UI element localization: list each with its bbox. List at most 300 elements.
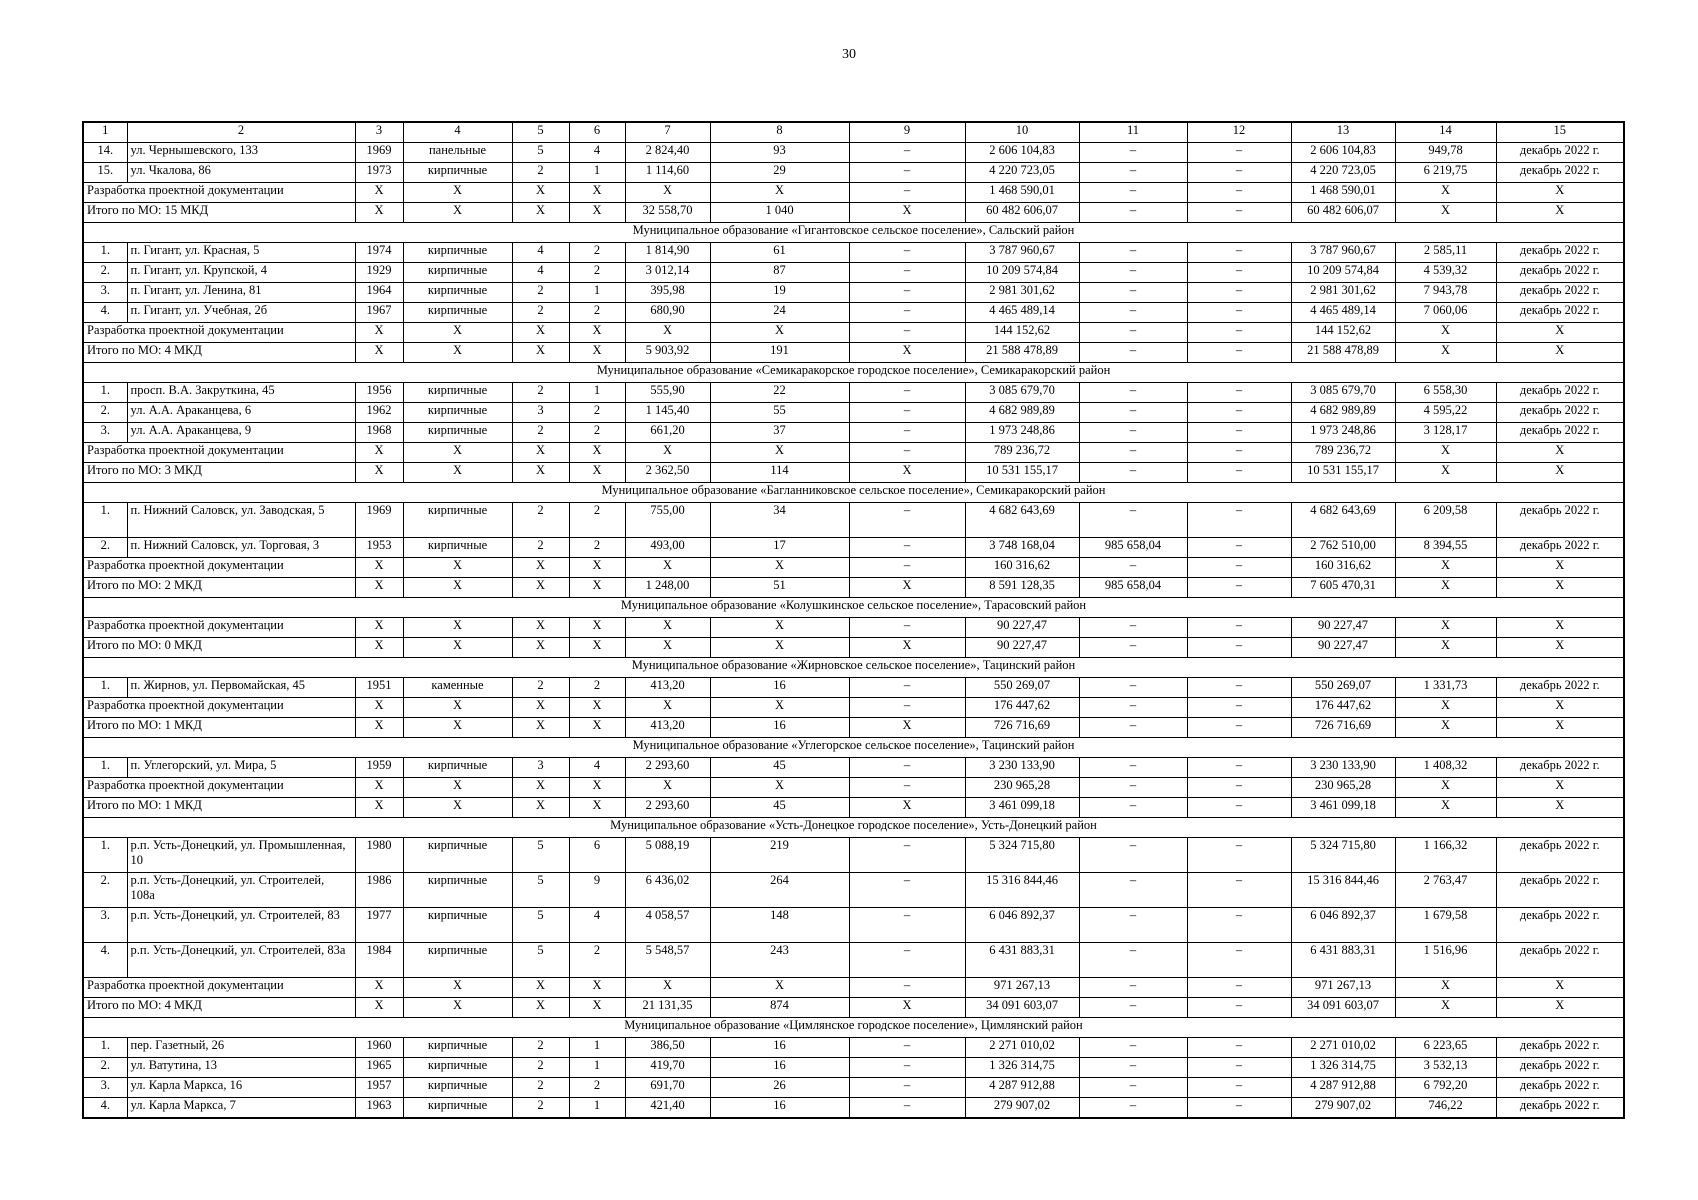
table-cell: 1 114,60 bbox=[625, 163, 710, 183]
table-cell: 90 227,47 bbox=[965, 638, 1079, 658]
table-cell: 3 532,13 bbox=[1395, 1058, 1496, 1078]
section-header-row bbox=[83, 738, 1624, 758]
table-cell: X bbox=[403, 618, 512, 638]
table-row bbox=[83, 403, 1624, 423]
table-cell: – bbox=[1187, 908, 1291, 943]
table-cell: 3 085 679,70 bbox=[1291, 383, 1395, 403]
table-cell: – bbox=[1187, 943, 1291, 978]
table-cell: X bbox=[355, 698, 403, 718]
table-cell: X bbox=[569, 558, 625, 578]
table-cell: – bbox=[1079, 503, 1187, 538]
table-cell: – bbox=[1187, 558, 1291, 578]
table-cell: X bbox=[1496, 778, 1624, 798]
table-cell: 1 326 314,75 bbox=[965, 1058, 1079, 1078]
table-cell: 2 bbox=[512, 678, 569, 698]
table-cell: кирпичные bbox=[403, 383, 512, 403]
table-cell: 3 461 099,18 bbox=[1291, 798, 1395, 818]
table-cell: – bbox=[1187, 323, 1291, 343]
table-cell: 1929 bbox=[355, 263, 403, 283]
table-cell: – bbox=[1079, 1078, 1187, 1098]
table-cell: 1 468 590,01 bbox=[1291, 183, 1395, 203]
summary-row bbox=[83, 343, 1624, 363]
table-cell: – bbox=[1187, 978, 1291, 998]
table-cell: – bbox=[1187, 578, 1291, 598]
column-number-cell: 12 bbox=[1187, 122, 1291, 143]
table-cell: X bbox=[403, 578, 512, 598]
table-cell: 5 088,19 bbox=[625, 838, 710, 873]
table-cell: 2 585,11 bbox=[1395, 243, 1496, 263]
address-cell: пер. Газетный, 26 bbox=[127, 1038, 355, 1058]
table-cell: 87 bbox=[710, 263, 849, 283]
table-cell: X bbox=[1496, 998, 1624, 1018]
address-cell: ул. Ватутина, 13 bbox=[127, 1058, 355, 1078]
table-cell: X bbox=[710, 978, 849, 998]
table-cell: 1962 bbox=[355, 403, 403, 423]
table-cell: – bbox=[1187, 718, 1291, 738]
table-cell: X bbox=[849, 798, 965, 818]
table-cell: – bbox=[1079, 943, 1187, 978]
table-cell: X bbox=[849, 463, 965, 483]
table-cell: X bbox=[1395, 998, 1496, 1018]
table-cell: панельные bbox=[403, 143, 512, 163]
table-cell: 789 236,72 bbox=[1291, 443, 1395, 463]
table-cell: X bbox=[512, 443, 569, 463]
table-cell: 1986 bbox=[355, 873, 403, 908]
row-number: 3. bbox=[83, 1078, 127, 1098]
table-cell: X bbox=[1395, 343, 1496, 363]
table-cell: X bbox=[1496, 343, 1624, 363]
table-cell: X bbox=[1496, 183, 1624, 203]
table-cell: 2 bbox=[569, 538, 625, 558]
table-cell: 15 316 844,46 bbox=[1291, 873, 1395, 908]
table-cell: X bbox=[355, 718, 403, 738]
table-cell: 726 716,69 bbox=[965, 718, 1079, 738]
row-number: 4. bbox=[83, 1098, 127, 1119]
summary-label: Итого по МО: 2 МКД bbox=[83, 578, 355, 598]
table-cell: 1984 bbox=[355, 943, 403, 978]
row-number: 2. bbox=[83, 403, 127, 423]
table-cell: – bbox=[1187, 243, 1291, 263]
table-cell: X bbox=[569, 638, 625, 658]
address-cell: п. Гигант, ул. Крупской, 4 bbox=[127, 263, 355, 283]
table-cell: – bbox=[1187, 838, 1291, 873]
table-cell: X bbox=[1395, 978, 1496, 998]
table-cell: 90 227,47 bbox=[965, 618, 1079, 638]
table-cell: – bbox=[1079, 638, 1187, 658]
table-row bbox=[83, 1078, 1624, 1098]
table-cell: кирпичные bbox=[403, 943, 512, 978]
table-cell: – bbox=[1079, 263, 1187, 283]
table-cell: X bbox=[512, 343, 569, 363]
table-cell: 1967 bbox=[355, 303, 403, 323]
table-cell: – bbox=[1187, 163, 1291, 183]
table-cell: X bbox=[512, 638, 569, 658]
address-cell: р.п. Усть-Донецкий, ул. Промышленная, 10 bbox=[127, 838, 355, 873]
table-cell: декабрь 2022 г. bbox=[1496, 383, 1624, 403]
table-cell: X bbox=[403, 323, 512, 343]
table-cell: 8 394,55 bbox=[1395, 538, 1496, 558]
table-cell: – bbox=[1187, 798, 1291, 818]
table-cell: X bbox=[403, 718, 512, 738]
table-cell: X bbox=[355, 343, 403, 363]
table-cell: X bbox=[1395, 698, 1496, 718]
table-cell: X bbox=[710, 618, 849, 638]
table-cell: 144 152,62 bbox=[1291, 323, 1395, 343]
table-cell: декабрь 2022 г. bbox=[1496, 503, 1624, 538]
table-cell: X bbox=[1395, 638, 1496, 658]
row-number: 2. bbox=[83, 873, 127, 908]
table-cell: – bbox=[1187, 463, 1291, 483]
column-number-cell: 14 bbox=[1395, 122, 1496, 143]
table-cell: X bbox=[569, 443, 625, 463]
table-cell: 176 447,62 bbox=[965, 698, 1079, 718]
section-header-row bbox=[83, 223, 1624, 243]
table-cell: 2 981 301,62 bbox=[1291, 283, 1395, 303]
table-cell: 1 bbox=[569, 163, 625, 183]
table-cell: 22 bbox=[710, 383, 849, 403]
table-cell: – bbox=[1187, 698, 1291, 718]
table-cell: 2 bbox=[569, 303, 625, 323]
table-cell: 6 431 883,31 bbox=[965, 943, 1079, 978]
table-cell: 6 436,02 bbox=[625, 873, 710, 908]
table-cell: 2 bbox=[512, 163, 569, 183]
table-cell: – bbox=[1187, 778, 1291, 798]
table-cell: 4 682 643,69 bbox=[1291, 503, 1395, 538]
table-cell: – bbox=[1187, 758, 1291, 778]
table-cell: X bbox=[625, 978, 710, 998]
table-cell: 691,70 bbox=[625, 1078, 710, 1098]
table-cell: – bbox=[1079, 143, 1187, 163]
table-cell: – bbox=[1079, 163, 1187, 183]
table-cell: 29 bbox=[710, 163, 849, 183]
table-cell: X bbox=[569, 798, 625, 818]
municipality-title: Муниципальное образование «Цимлянское городское поселение», Цимлянский район bbox=[83, 1018, 1624, 1038]
table-cell: – bbox=[849, 163, 965, 183]
table-cell: 8 591 128,35 bbox=[965, 578, 1079, 598]
row-number: 1. bbox=[83, 758, 127, 778]
municipality-title: Муниципальное образование «Семикаракорское городское поселение», Семикаракорский район bbox=[83, 363, 1624, 383]
table-cell: – bbox=[1079, 758, 1187, 778]
table-cell: 1 bbox=[569, 1038, 625, 1058]
table-cell: X bbox=[710, 443, 849, 463]
table-cell: X bbox=[625, 638, 710, 658]
table-cell: 550 269,07 bbox=[965, 678, 1079, 698]
table-cell: 55 bbox=[710, 403, 849, 423]
table-cell: X bbox=[569, 203, 625, 223]
row-number: 14. bbox=[83, 143, 127, 163]
table-cell: X bbox=[569, 698, 625, 718]
table-cell: 1 248,00 bbox=[625, 578, 710, 598]
table-cell: 2 362,50 bbox=[625, 463, 710, 483]
table-cell: – bbox=[849, 403, 965, 423]
table-cell: 1 408,32 bbox=[1395, 758, 1496, 778]
table-cell: X bbox=[355, 463, 403, 483]
table-cell: 2 bbox=[512, 423, 569, 443]
table-cell: – bbox=[1079, 838, 1187, 873]
table-cell: 1953 bbox=[355, 538, 403, 558]
table-cell: X bbox=[625, 698, 710, 718]
table-cell: – bbox=[849, 183, 965, 203]
table-cell: 2 763,47 bbox=[1395, 873, 1496, 908]
address-cell: п. Нижний Саловск, ул. Заводская, 5 bbox=[127, 503, 355, 538]
table-cell: 34 bbox=[710, 503, 849, 538]
table-cell: 661,20 bbox=[625, 423, 710, 443]
table-cell: 1 040 bbox=[710, 203, 849, 223]
table-cell: 6 209,58 bbox=[1395, 503, 1496, 538]
table-cell: X bbox=[569, 463, 625, 483]
table-cell: 4 058,57 bbox=[625, 908, 710, 943]
table-cell: декабрь 2022 г. bbox=[1496, 908, 1624, 943]
table-cell: 726 716,69 bbox=[1291, 718, 1395, 738]
page-number: 30 bbox=[842, 47, 856, 62]
column-number-cell: 10 bbox=[965, 122, 1079, 143]
table-cell: 1 bbox=[569, 1098, 625, 1119]
table-cell: 3 230 133,90 bbox=[1291, 758, 1395, 778]
table-cell: X bbox=[1395, 203, 1496, 223]
table-cell: 5 324 715,80 bbox=[1291, 838, 1395, 873]
table-cell: 2 bbox=[512, 1038, 569, 1058]
summary-row bbox=[83, 558, 1624, 578]
address-cell: ул. Чернышевского, 133 bbox=[127, 143, 355, 163]
table-cell: декабрь 2022 г. bbox=[1496, 243, 1624, 263]
column-number-row bbox=[83, 122, 1624, 143]
table-cell: X bbox=[512, 978, 569, 998]
table-cell: – bbox=[1187, 263, 1291, 283]
address-cell: п. Углегорский, ул. Мира, 5 bbox=[127, 758, 355, 778]
table-cell: – bbox=[1079, 798, 1187, 818]
table-cell: декабрь 2022 г. bbox=[1496, 1078, 1624, 1098]
table-cell: 413,20 bbox=[625, 718, 710, 738]
summary-row bbox=[83, 718, 1624, 738]
table-cell: – bbox=[1187, 678, 1291, 698]
table-cell: 10 209 574,84 bbox=[965, 263, 1079, 283]
table-cell: – bbox=[849, 1098, 965, 1119]
table-cell: X bbox=[710, 778, 849, 798]
table-cell: – bbox=[1079, 183, 1187, 203]
table-cell: – bbox=[1079, 908, 1187, 943]
table-cell: X bbox=[355, 998, 403, 1018]
table-cell: X bbox=[1496, 323, 1624, 343]
table-cell: 6 792,20 bbox=[1395, 1078, 1496, 1098]
table-cell: 1969 bbox=[355, 143, 403, 163]
column-number-cell: 3 bbox=[355, 122, 403, 143]
table-cell: 985 658,04 bbox=[1079, 538, 1187, 558]
table-cell: 419,70 bbox=[625, 1058, 710, 1078]
table-cell: 2 bbox=[569, 1078, 625, 1098]
summary-row bbox=[83, 978, 1624, 998]
table-cell: декабрь 2022 г. bbox=[1496, 163, 1624, 183]
table-cell: 4 220 723,05 bbox=[1291, 163, 1395, 183]
table-cell: – bbox=[1079, 718, 1187, 738]
table-cell: – bbox=[1187, 1078, 1291, 1098]
table-cell: 3 461 099,18 bbox=[965, 798, 1079, 818]
column-number-cell: 4 bbox=[403, 122, 512, 143]
table-cell: 3 012,14 bbox=[625, 263, 710, 283]
table-cell: – bbox=[849, 303, 965, 323]
table-cell: 2 606 104,83 bbox=[1291, 143, 1395, 163]
table-cell: – bbox=[1079, 978, 1187, 998]
table-row bbox=[83, 263, 1624, 283]
table-cell: кирпичные bbox=[403, 243, 512, 263]
table-cell: X bbox=[512, 718, 569, 738]
table-cell: X bbox=[355, 798, 403, 818]
summary-row bbox=[83, 698, 1624, 718]
table-cell: 4 bbox=[512, 243, 569, 263]
table-cell: X bbox=[1395, 443, 1496, 463]
table-cell: X bbox=[625, 183, 710, 203]
address-cell: ул. А.А. Араканцева, 6 bbox=[127, 403, 355, 423]
table-cell: – bbox=[849, 678, 965, 698]
table-cell: X bbox=[1496, 698, 1624, 718]
table-cell: – bbox=[849, 838, 965, 873]
row-number: 15. bbox=[83, 163, 127, 183]
table-cell: – bbox=[1187, 503, 1291, 538]
table-cell: – bbox=[849, 263, 965, 283]
table-cell: X bbox=[512, 558, 569, 578]
table-row bbox=[83, 503, 1624, 538]
table-cell: X bbox=[355, 183, 403, 203]
summary-label: Итого по МО: 3 МКД bbox=[83, 463, 355, 483]
table-cell: X bbox=[355, 978, 403, 998]
table-cell: 2 bbox=[512, 1098, 569, 1119]
table-cell: 16 bbox=[710, 1098, 849, 1119]
table-cell: кирпичные bbox=[403, 423, 512, 443]
table-cell: 2 bbox=[569, 403, 625, 423]
table-row bbox=[83, 678, 1624, 698]
summary-label: Разработка проектной документации bbox=[83, 618, 355, 638]
table-cell: кирпичные bbox=[403, 1078, 512, 1098]
table-cell: 789 236,72 bbox=[965, 443, 1079, 463]
table-cell: декабрь 2022 г. bbox=[1496, 873, 1624, 908]
table-cell: X bbox=[512, 998, 569, 1018]
table-cell: 2 271 010,02 bbox=[1291, 1038, 1395, 1058]
table-cell: 680,90 bbox=[625, 303, 710, 323]
table-cell: 6 431 883,31 bbox=[1291, 943, 1395, 978]
table-cell: X bbox=[1496, 578, 1624, 598]
table-cell: декабрь 2022 г. bbox=[1496, 838, 1624, 873]
table-cell: 2 bbox=[569, 243, 625, 263]
table-cell: 4 465 489,14 bbox=[1291, 303, 1395, 323]
table-cell: X bbox=[355, 558, 403, 578]
table-cell: X bbox=[1395, 578, 1496, 598]
table-cell: – bbox=[1079, 303, 1187, 323]
table-cell: – bbox=[849, 943, 965, 978]
table-cell: 4 595,22 bbox=[1395, 403, 1496, 423]
table-cell: X bbox=[569, 618, 625, 638]
table-cell: 1 bbox=[569, 283, 625, 303]
table-cell: 386,50 bbox=[625, 1038, 710, 1058]
table-row bbox=[83, 243, 1624, 263]
table-cell: X bbox=[1496, 463, 1624, 483]
table-cell: – bbox=[1079, 873, 1187, 908]
table-cell: кирпичные bbox=[403, 1098, 512, 1119]
table-cell: 6 bbox=[569, 838, 625, 873]
table-row bbox=[83, 538, 1624, 558]
address-cell: ул. Карла Маркса, 16 bbox=[127, 1078, 355, 1098]
table-cell: 4 682 989,89 bbox=[1291, 403, 1395, 423]
table-cell: 3 230 133,90 bbox=[965, 758, 1079, 778]
table-cell: 3 128,17 bbox=[1395, 423, 1496, 443]
table-cell: 4 287 912,88 bbox=[965, 1078, 1079, 1098]
table-row bbox=[83, 303, 1624, 323]
summary-label: Итого по МО: 4 МКД bbox=[83, 998, 355, 1018]
table-cell: – bbox=[1187, 143, 1291, 163]
table-cell: – bbox=[1187, 183, 1291, 203]
address-cell: ул. Чкалова, 86 bbox=[127, 163, 355, 183]
table-cell: – bbox=[849, 1058, 965, 1078]
table-cell: – bbox=[1079, 343, 1187, 363]
table-cell: 6 046 892,37 bbox=[965, 908, 1079, 943]
table-cell: 51 bbox=[710, 578, 849, 598]
table-cell: 243 bbox=[710, 943, 849, 978]
table-cell: 1 679,58 bbox=[1395, 908, 1496, 943]
table-cell: – bbox=[1079, 678, 1187, 698]
table-row bbox=[83, 1038, 1624, 1058]
table-cell: – bbox=[1079, 998, 1187, 1018]
table-cell: 1959 bbox=[355, 758, 403, 778]
column-number-cell: 5 bbox=[512, 122, 569, 143]
address-cell: п. Гигант, ул. Красная, 5 bbox=[127, 243, 355, 263]
table-cell: 949,78 bbox=[1395, 143, 1496, 163]
table-cell: декабрь 2022 г. bbox=[1496, 143, 1624, 163]
table-cell: 21 588 478,89 bbox=[965, 343, 1079, 363]
table-cell: 5 903,92 bbox=[625, 343, 710, 363]
summary-row bbox=[83, 798, 1624, 818]
summary-label: Итого по МО: 15 МКД bbox=[83, 203, 355, 223]
row-number: 3. bbox=[83, 908, 127, 943]
table-cell: декабрь 2022 г. bbox=[1496, 263, 1624, 283]
table-cell: 4 bbox=[569, 143, 625, 163]
table-cell: X bbox=[849, 343, 965, 363]
address-cell: р.п. Усть-Донецкий, ул. Строителей, 83а bbox=[127, 943, 355, 978]
table-cell: – bbox=[849, 908, 965, 943]
table-cell: 2 762 510,00 bbox=[1291, 538, 1395, 558]
column-number-cell: 6 bbox=[569, 122, 625, 143]
table-cell: 176 447,62 bbox=[1291, 698, 1395, 718]
address-cell: р.п. Усть-Донецкий, ул. Строителей, 108а bbox=[127, 873, 355, 908]
table-cell: 10 209 574,84 bbox=[1291, 263, 1395, 283]
table-cell: 1964 bbox=[355, 283, 403, 303]
municipality-title: Муниципальное образование «Багланниковское сельское поселение», Семикаракорский район bbox=[83, 483, 1624, 503]
table-cell: 17 bbox=[710, 538, 849, 558]
table-cell: – bbox=[1079, 243, 1187, 263]
table-cell: 1951 bbox=[355, 678, 403, 698]
table-cell: 60 482 606,07 bbox=[965, 203, 1079, 223]
table-cell: 15 316 844,46 bbox=[965, 873, 1079, 908]
table-cell: X bbox=[403, 638, 512, 658]
table-cell: 114 bbox=[710, 463, 849, 483]
table-cell: 160 316,62 bbox=[965, 558, 1079, 578]
table-cell: 60 482 606,07 bbox=[1291, 203, 1395, 223]
table-cell: 45 bbox=[710, 758, 849, 778]
table-row bbox=[83, 1058, 1624, 1078]
table-cell: декабрь 2022 г. bbox=[1496, 1098, 1624, 1119]
table-cell: 191 bbox=[710, 343, 849, 363]
table-cell: X bbox=[1395, 183, 1496, 203]
summary-row bbox=[83, 638, 1624, 658]
table-cell: кирпичные bbox=[403, 283, 512, 303]
table-cell: – bbox=[849, 283, 965, 303]
table-cell: кирпичные bbox=[403, 908, 512, 943]
table-cell: – bbox=[849, 1038, 965, 1058]
table-cell: 421,40 bbox=[625, 1098, 710, 1119]
row-number: 1. bbox=[83, 503, 127, 538]
summary-label: Разработка проектной документации bbox=[83, 778, 355, 798]
address-cell: просп. В.А. Закруткина, 45 bbox=[127, 383, 355, 403]
table-cell: – bbox=[849, 383, 965, 403]
summary-row bbox=[83, 183, 1624, 203]
table-cell: 4 682 989,89 bbox=[965, 403, 1079, 423]
